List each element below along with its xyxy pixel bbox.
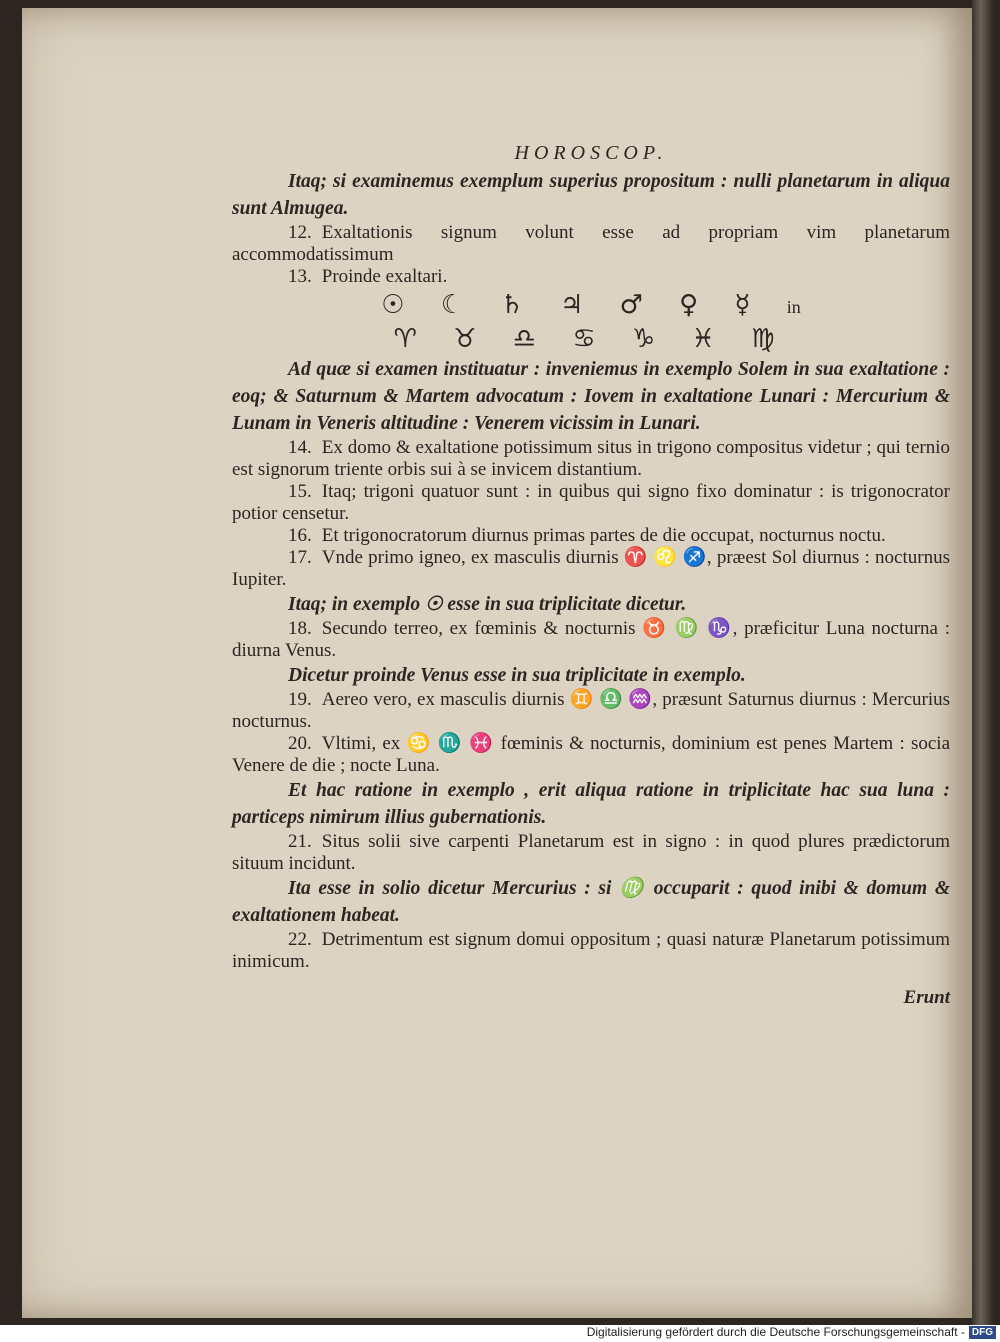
paragraph-number: 18. <box>288 618 312 639</box>
paragraph-number: 20. <box>288 733 312 754</box>
paragraph-number: 22. <box>288 929 312 950</box>
paragraph-text: Aereo vero, ex masculis diurnis ♊ ♎ ♒, præsunt Saturnus diurnus : Mercurius nocturnus. <box>232 689 950 732</box>
paragraph-16 <box>232 525 950 547</box>
paragraph-text: Vnde primo igneo, ex masculis diurnis ♈ ♌ ♐, præest Sol diurnus : nocturnus Iupiter. <box>232 547 950 590</box>
dfg-logo: DFG <box>969 1326 996 1339</box>
paragraph-text: Proinde exaltari. <box>321 266 448 287</box>
paragraph-13 <box>232 266 950 288</box>
running-head: HOROSCOP. <box>514 142 668 164</box>
digitization-footer <box>0 1325 1000 1342</box>
paragraph-number: 14. <box>288 437 312 458</box>
paragraph-number: 21. <box>288 831 312 852</box>
planet-symbols-row <box>232 290 950 322</box>
paragraph-et-hac: Et hac ratione in exemplo , erit aliqua ratione in triplicitate hac sua luna : particeps nimirum illius gubernationis. <box>232 780 950 828</box>
paragraph-text: Detrimentum est signum domui oppositum ; quasi naturæ Planetarum potissimum inimicum. <box>232 929 950 972</box>
paragraph-17 <box>232 547 950 591</box>
paragraph-number: 19. <box>288 689 312 710</box>
page-edge <box>972 0 994 1325</box>
paragraph-ita-esse: Ita esse in solio dicetur Mercurius : si ♍ occuparit : quod inibi & domum & exaltationem habeat. <box>232 878 950 926</box>
paragraph-text: Exaltationis signum volunt esse ad propriam vim planetarum accommodatissimum <box>232 222 950 265</box>
paragraph-number: 17. <box>288 547 312 568</box>
paragraph-text: Vltimi, ex ♋ ♏ ♓ fœminis & nocturnis, dominium est penes Martem : socia Venere de die ; nocte Luna. <box>232 733 950 776</box>
paragraph-dicetur: Dicetur proinde Venus esse in sua triplicitate in exemplo. <box>288 665 746 686</box>
paragraph-ad-quae: Ad quæ si examen instituatur : inveniemus in exemplo Solem in sua exaltatione : eoq; & Saturnum & Martem advocatum : Iovem in exaltatione Lunari : Mercurium & Lunam in Veneris altitudine : Venerem vicissim in Lunari. <box>232 359 950 434</box>
paragraph-number: 12. <box>288 222 312 243</box>
paragraph-15 <box>232 481 950 525</box>
paragraph-12 <box>232 222 950 266</box>
paragraph-number: 16. <box>288 525 312 546</box>
paragraph-number: 15. <box>288 481 312 502</box>
paragraph-number: 13. <box>288 266 312 287</box>
paragraph-20 <box>232 733 950 777</box>
paragraph-text: Ex domo & exaltatione potissimum situs in trigono compositus videtur ; qui ternio est signorum triente orbis sui à se invicem distantium. <box>232 437 950 480</box>
paragraph-text: Itaq; trigoni quatuor sunt : in quibus qui signo fixo dominatur : is trigonocrator potior censetur. <box>232 481 950 524</box>
zodiac-symbols-row <box>232 324 950 354</box>
paragraph-21 <box>232 831 950 875</box>
paragraph-18 <box>232 618 950 662</box>
paragraph-intro: Itaq; si examinemus exemplum superius propositum : nulli planetarum in aliqua sunt Almugea. <box>232 171 950 219</box>
paragraph-22 <box>232 929 950 973</box>
paragraph-14 <box>232 437 950 481</box>
paragraph-19 <box>232 689 950 733</box>
symbols-word: in <box>786 297 801 317</box>
planet-symbols: ☉ ☾ ♄ ♃ ♂ ♀ ☿ <box>381 290 765 320</box>
paragraph-text: Secundo terreo, ex fœminis & nocturnis ♉ ♍ ♑, præficitur Luna nocturna : diurna Venus. <box>232 618 950 661</box>
paragraph-itaq-exemplo: Itaq; in exemplo ☉ esse in sua triplicitate dicetur. <box>288 594 687 615</box>
text-block <box>232 142 950 1009</box>
paragraph-text: Et trigonocratorum diurnus primas partes de die occupat, nocturnus noctu. <box>321 525 886 546</box>
paragraph-text: Situs solii sive carpenti Planetarum est in signo : in quod plures prædictorum situum incidunt. <box>232 831 950 874</box>
catchword: Erunt <box>903 987 950 1008</box>
zodiac-symbols: ♈ ♉ ♎ ♋ ♑ ♓ ♍ <box>393 324 789 354</box>
footer-text: Digitalisierung gefördert durch die Deutsche Forschungsgemeinschaft - <box>586 1325 965 1339</box>
